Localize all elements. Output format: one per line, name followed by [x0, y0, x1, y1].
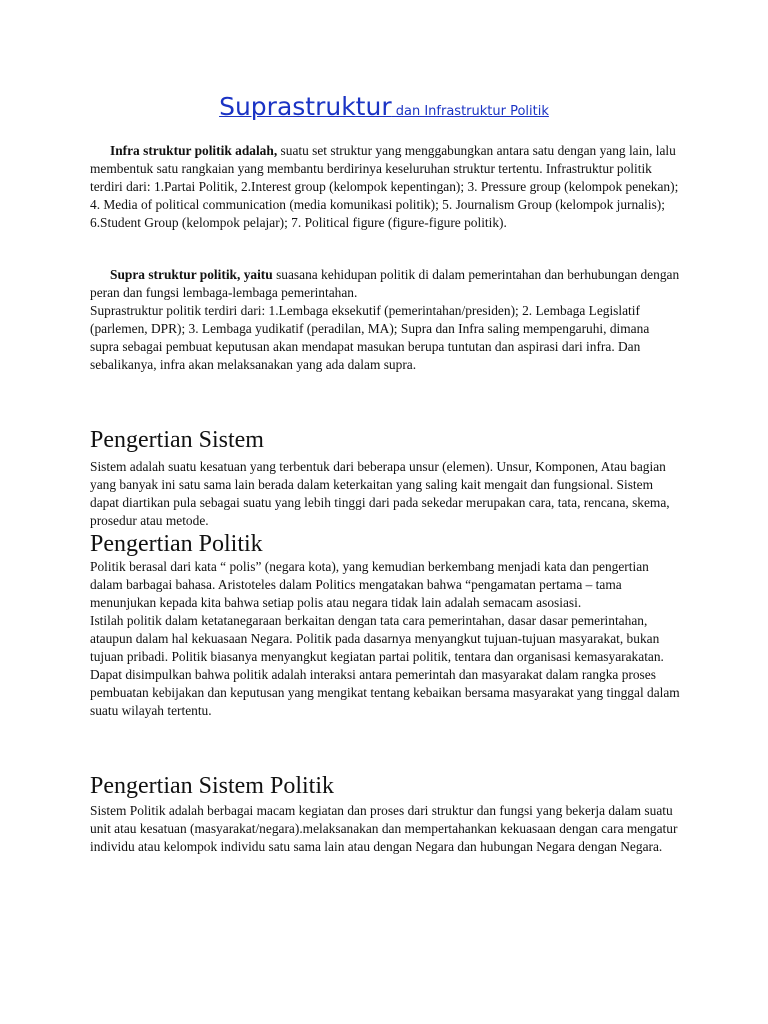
- politik-paragraph-1: Politik berasal dari kata “ polis” (negara kota), yang kemudian berkembang menjadi kata dan pengertian dalam barbagai bahasa. Aristoteles dalam Politics mengatakan bahwa “pengamatan pertama – tama menunjukan kepada kita bahwa setiap polis atau negara tidak lain adalah semacam asosiasi.: [90, 559, 649, 610]
- supra-paragraph: [90, 266, 680, 302]
- sistem-politik-paragraph: Sistem Politik adalah berbagai macam kegiatan dan proses dari struktur dan fungsi yang bekerja dalam suatu unit atau kesatuan (masyarakat/negara).melaksanakan dan mempertahankan kekuasaan dengan cara mengatur individu atau kelompok individu satu sama lain atau dengan Negara dan hubungan Negara dengan Negara.: [90, 803, 678, 854]
- heading-pengertian-sistem-politik: Pengertian Sistem Politik: [90, 773, 334, 799]
- politik-section: [90, 558, 680, 720]
- title-main-link[interactable]: Suprastruktur: [219, 92, 392, 121]
- heading-pengertian-sistem: Pengertian Sistem: [90, 427, 264, 453]
- supra-lead: Supra struktur politik, yaitu: [110, 267, 273, 282]
- supra-section: [90, 266, 680, 374]
- supra-text: suasana kehidupan politik di dalam pemerintahan dan berhubungan dengan peran dan fungsi lembaga-lembaga pemerintahan.: [90, 267, 680, 300]
- politik-paragraph-3: Dapat disimpulkan bahwa politik adalah interaksi antara pemerintah dan masyarakat dalam rangka proses pembuatan kebijakan dan keputusan yang mengikat tentang kebaikan bersama masyarakat yang tinggal dalam suatu wilayah tertentu.: [90, 667, 680, 718]
- page-title[interactable]: [0, 92, 768, 121]
- infra-lead: Infra struktur politik adalah,: [110, 143, 278, 158]
- sistem-paragraph: Sistem adalah suatu kesatuan yang terbentuk dari beberapa unsur (elemen). Unsur, Komponen, Atau bagian yang banyak ini satu sama lain berada dalam keterkaitan yang saling kait mengait dan fungsional. Sistem dapat diartikan pula sebagai suatu yang lebih tinggi dari pada sekedar merupakan cara, tata, rencana, skema, prosedur atau metode.: [90, 459, 670, 528]
- infra-paragraph: [90, 142, 680, 232]
- title-sub-link[interactable]: dan Infrastruktur Politik: [391, 104, 549, 119]
- supra-paragraph-2: Suprastruktur politik terdiri dari: 1.Lembaga eksekutif (pemerintahan/presiden); 2. Lembaga Legislatif (parlemen, DPR); 3. Lembaga yudikatif (peradilan, MA); Supra dan Infra saling mempengaruhi, dimana supra sebagai pembuat keputusan akan mendapat masukan berupa tuntutan dan aspirasi dari infra. Dan sebalikanya, infra akan melaksanakan yang ada dalam supra.: [90, 303, 650, 372]
- politik-paragraph-2: Istilah politik dalam ketatanegaraan berkaitan dengan tata cara pemerintahan, dasar dasar pemerintahan, ataupun dalam hal kekuasaan Negara. Politik pada dasarnya menyangkut tujuan-tujuan masyarakat, bukan tujuan pribadi. Politik biasanya menyangkut kegiatan partai politik, tentara dan organisasi kemasyarakatan.: [90, 613, 664, 664]
- heading-pengertian-politik: Pengertian Politik: [90, 531, 263, 557]
- infra-text: suatu set struktur yang menggabungkan antara satu dengan yang lain, lalu membentuk satu rangkaian yang membantu berdirinya keseluruhan struktur tertentu. Infrastruktur politik terdiri dari: 1.Partai Politik, 2.Interest group (kelompok kepentingan); 3. Pressure group (kelompok penekan); 4. Media of political communication (media komunikasi politik); 5. Journalism Group (kelompok jurnalis); 6.Student Group (kelompok pelajar); 7. Political figure (figure-figure politik).: [90, 143, 679, 230]
